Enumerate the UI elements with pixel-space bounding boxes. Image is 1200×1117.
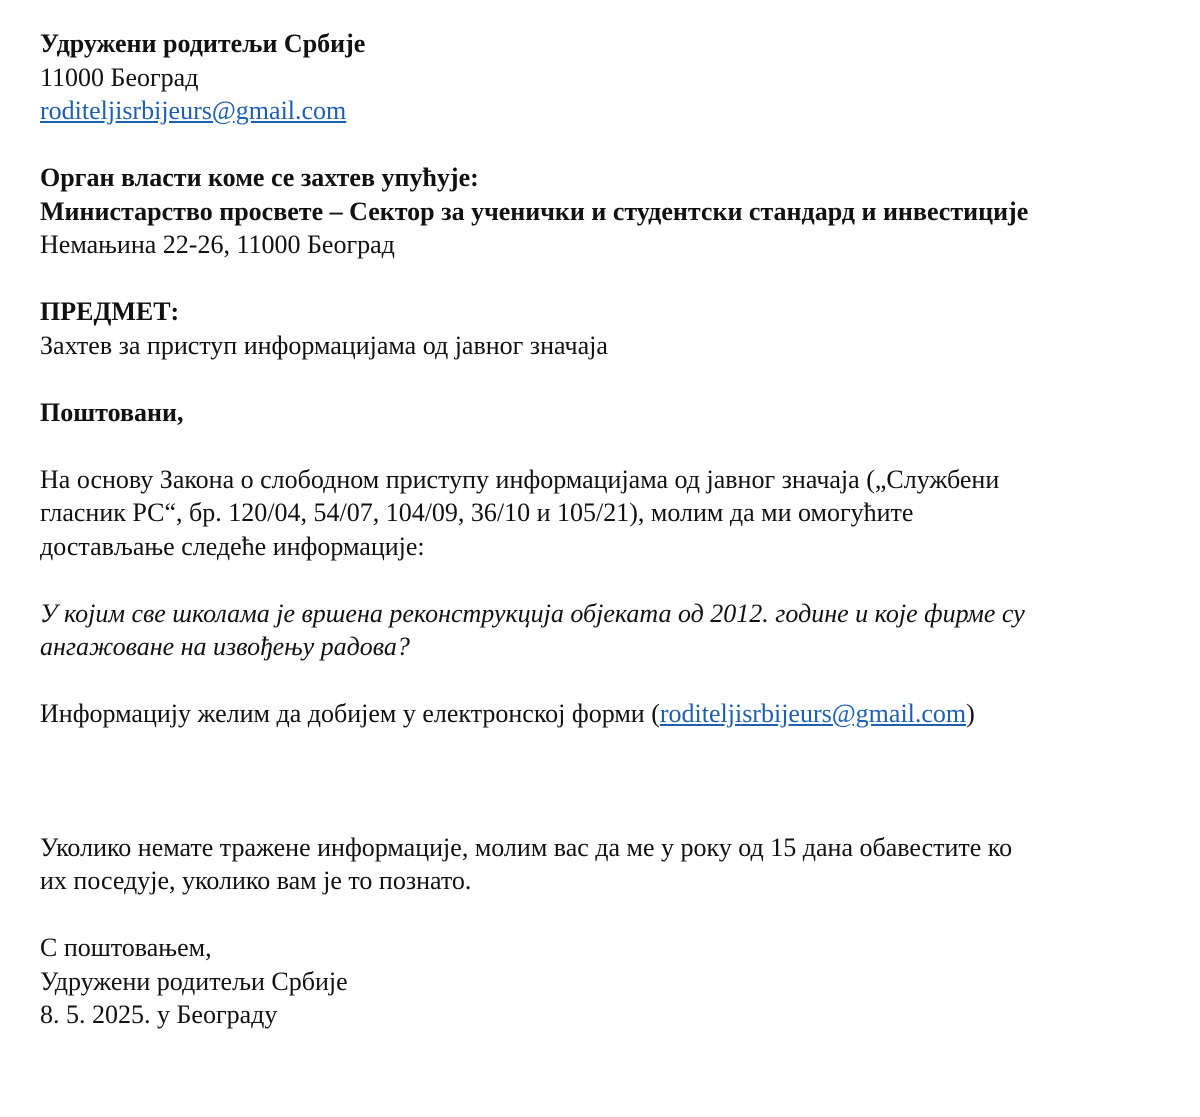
recipient-address: Немањина 22-26, 11000 Београд [40, 230, 395, 259]
intro-line-2: гласник РС“, бр. 120/04, 54/07, 104/09, 36/10 и 105/21), молим да ми омогућите [40, 498, 914, 527]
question-line-1: У којим све школама је вршена реконструкција објеката од 2012. године и које фирме су [40, 598, 1025, 628]
subject-heading: ПРЕДМЕТ: [40, 297, 180, 326]
closing-signature: Удружени родитељи Србије [40, 966, 348, 996]
intro-line-3: достављање следеће информације: [40, 531, 425, 561]
recipient-name: Министарство просвете – Сектор за ученички и студентски стандард и инвестиције [40, 196, 1029, 226]
closing-regards: С поштовањем, [40, 933, 212, 962]
subject-text: Захтев за приступ информацијама од јавног значаја [40, 330, 608, 360]
delivery-prefix: Информацију желим да добијем у електронској форми ( [40, 699, 660, 728]
delivery-email-link[interactable]: roditeljisrbijeurs@gmail.com [659, 699, 967, 728]
closing-date-place: 8. 5. 2025. у Београду [40, 1000, 278, 1029]
intro-line-1: На основу Закона о слободном приступу информацијама од јавног значаја („Службени [40, 464, 1000, 494]
salutation: Поштовани, [40, 397, 184, 427]
sender-city: 11000 Београд [40, 62, 199, 92]
notice-line-2: их поседује, уколико вам је то познато. [40, 866, 472, 895]
delivery-suffix: ) [966, 699, 975, 728]
recipient-heading: Орган власти коме се захтев упућује: [40, 163, 479, 192]
notice-line-1: Уколико немате тражене информације, молим вас да ме у року од 15 дана обавестите ко [40, 832, 1013, 862]
sender-name: Удружени родитељи Србије [40, 29, 366, 58]
question-line-2: ангажоване на извођењу радова? [40, 632, 410, 661]
delivery-line [40, 697, 1180, 731]
request-letter [40, 27, 1180, 1032]
sender-email-link[interactable]: roditeljisrbijeurs@gmail.com [40, 96, 347, 125]
